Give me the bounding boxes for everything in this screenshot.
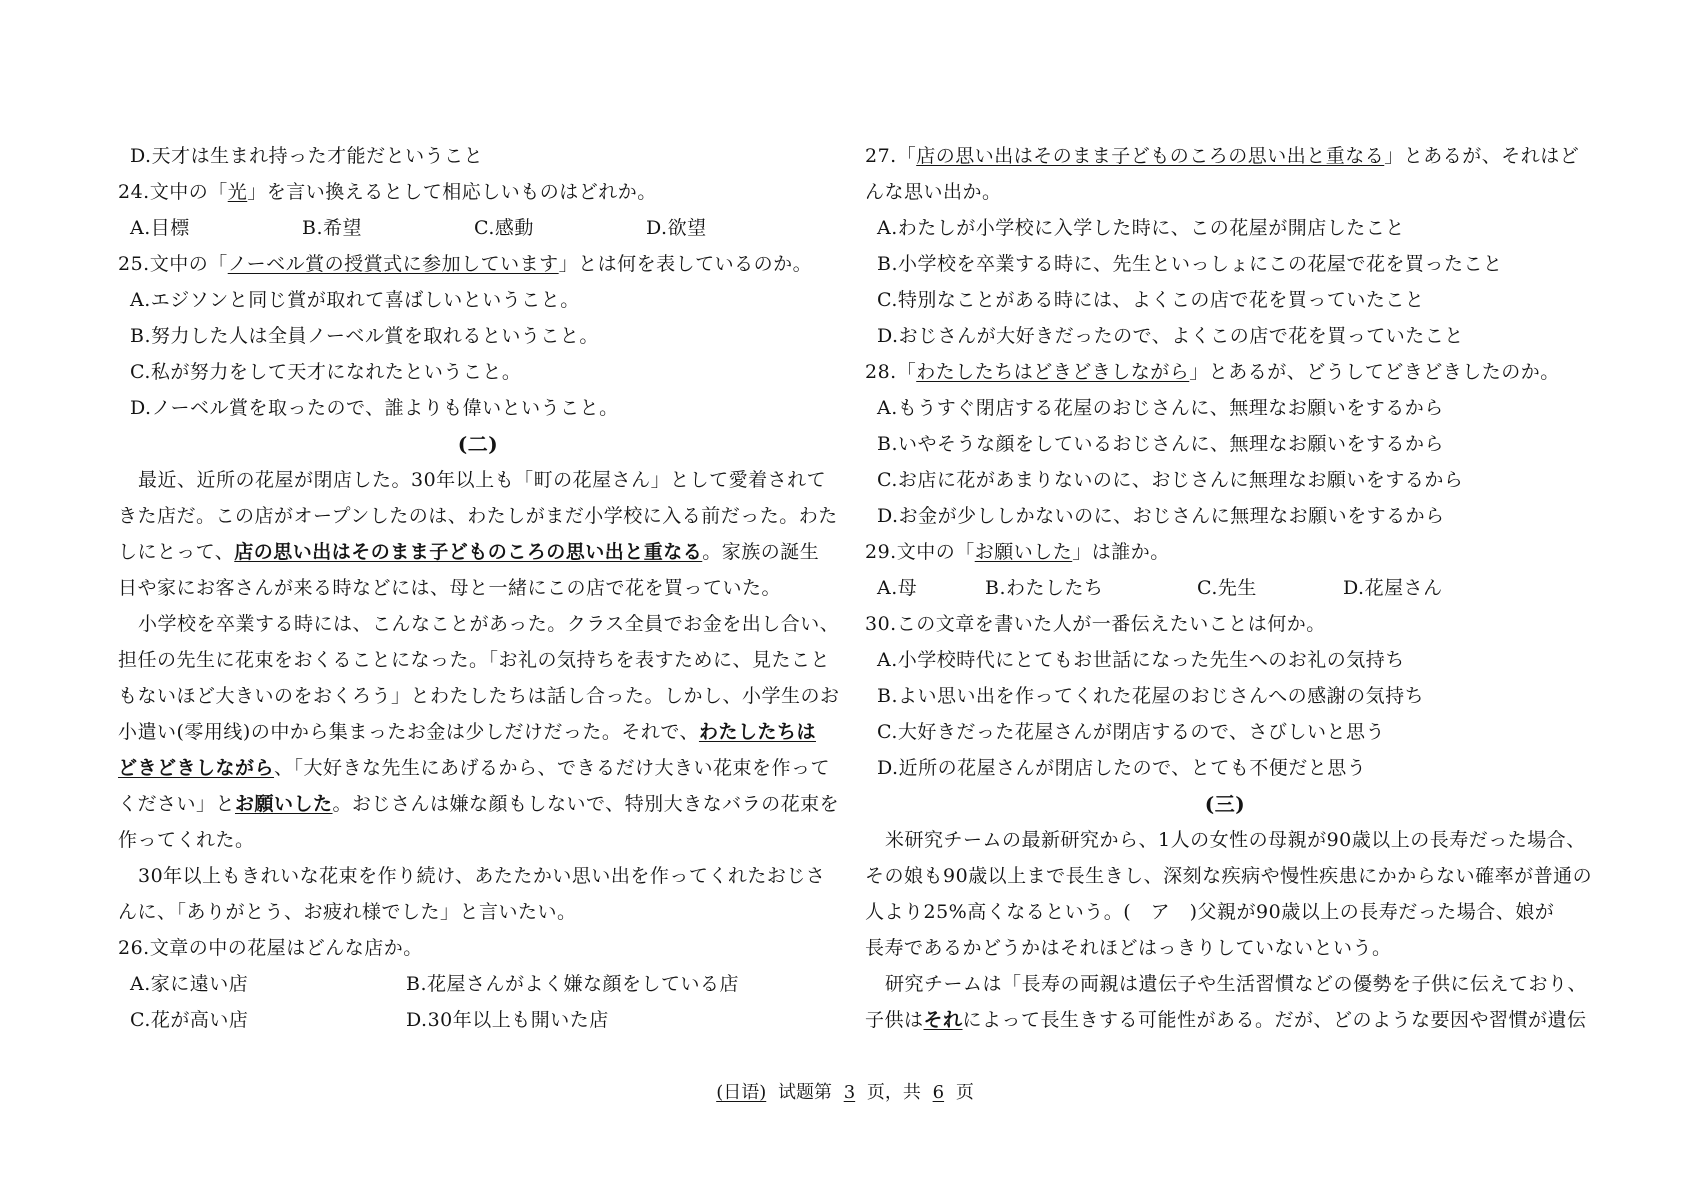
q27-option-b: B.小学校を卒業する時に、先生といっしょにこの花屋で花を買ったこと (877, 253, 1503, 275)
footer-label-2: 页，共 (866, 1082, 921, 1103)
passage2-line: 30年以上もきれいな花束を作り続け、あたたかい思い出を作ってくれたおじさ (138, 865, 826, 887)
q27-option-d: D.おじさんが大好きだったので、よくこの店で花を買っていたこと (877, 325, 1464, 347)
q27-option-a: A.わたしが小学校に入学した時に、この花屋が開店したこと (877, 217, 1405, 239)
passage2-line: きた店だ。この店がオープンしたのは、わたしがまだ小学校に入る前だった。わた (118, 505, 838, 527)
q24-options (118, 210, 838, 246)
q28-option-d: D.お金が少ししかないのに、おじさんに無理なお願いをするから (877, 505, 1445, 527)
passage3-line: 長寿であるかどうかはそれほどはっきりしていないという。 (865, 937, 1392, 959)
question-26: 26.文章の中の花屋はどんな店か。 (118, 937, 423, 959)
q30-option-c: C.大好きだった花屋さんが閉店するので、さびしいと思う (877, 721, 1386, 743)
q29-option-b: B.わたしたち (985, 577, 1104, 599)
passage2-line: んに、「ありがとう、お疲れ様でした」と言いたい。 (118, 901, 577, 923)
q29-option-d: D.花屋さん (1343, 577, 1443, 599)
passage2-line: 作ってくれた。 (118, 829, 255, 851)
q25-option-d: D.ノーベル賞を取ったので、誰よりも偉いということ。 (130, 397, 619, 419)
q25-option-b: B.努力した人は全員ノーベル賞を取れるということ。 (130, 325, 599, 347)
footer-label-3: 页 (955, 1082, 974, 1103)
q28-option-b: B.いやそうな顔をしているおじさんに、無理なお願いをするから (877, 433, 1445, 455)
q26-option-c: C.花が高い店 (130, 1009, 249, 1031)
right-column (865, 138, 1593, 1038)
marked-word-sore: それ (923, 1009, 963, 1031)
passage3-line: 人より25%高くなるという。( ア )父親が90歳以上の長寿だった場合、娘が (865, 901, 1555, 923)
q24-option-a: A.目標 (130, 217, 190, 239)
q29-option-c: C.先生 (1197, 577, 1257, 599)
footer-total-pages: 6 (932, 1082, 945, 1103)
passage3-line: 米研究チームの最新研究から、1人の女性の母親が90歳以上の長寿だった場合、 (885, 829, 1586, 851)
question-29: 29.文中の「お願いした」は誰か。 (865, 541, 1170, 563)
passage2-line: どきどきしながら、「大好きな先生にあげるから、できるだけ大きい花束を作って (118, 757, 831, 779)
q27-option-c: C.特別なことがある時には、よくこの店で花を買っていたこと (877, 289, 1425, 311)
q28-marked-phrase: わたしたちはどきどきしながら (916, 361, 1190, 383)
marked-phrase-28a: わたしたちは (698, 721, 816, 743)
passage2-line: 日や家にお客さんが来る時などには、母と一緒にこの店で花を買っていた。 (118, 577, 782, 599)
marked-phrase-27: 店の思い出はそのまま子どものころの思い出と重なる (234, 541, 703, 563)
question-24: 24.文中の「光」を言い換えるとして相応しいものはどれか。 (118, 181, 657, 203)
passage3-line: 子供はそれによって長生きする可能性がある。だが、どのような要因や習慣が遺伝 (865, 1009, 1587, 1031)
q24-option-b: B.希望 (302, 217, 363, 239)
passage2-line: ください」とお願いした。おじさんは嫌な顔もしないで、特別大きなバラの花束を (118, 793, 840, 815)
q24-option-c: C.感動 (474, 217, 534, 239)
question-25: 25.文中の「ノーベル賞の授賞式に参加しています」とは何を表しているのか。 (118, 253, 813, 275)
q25-option-a: A.エジソンと同じ賞が取れて喜ばしいということ。 (130, 289, 580, 311)
section-2-heading: (二) (457, 432, 499, 456)
q26-options-row1 (118, 966, 838, 1002)
passage2-line: 小遣い(零用线)の中から集まったお金は少しだけだった。それで、わたしたちは (118, 721, 816, 743)
q28-option-c: C.お店に花があまりないのに、おじさんに無理なお願いをするから (877, 469, 1464, 491)
q26-options-row2 (118, 1002, 838, 1038)
question-27-cont: んな思い出か。 (865, 181, 1002, 203)
question-28: 28.「わたしたちはどきどきしながら」とあるが、どうしてどきどきしたのか。 (865, 361, 1560, 383)
q30-option-a: A.小学校時代にとてもお世話になった先生へのお礼の気持ち (877, 649, 1405, 671)
passage3-line: その娘も90歳以上まで長生きし、深刻な疾病や慢性疾患にかからない確率が普通の (865, 865, 1593, 887)
footer-subject: (日语) (716, 1082, 767, 1103)
question-27: 27.「店の思い出はそのまま子どものころの思い出と重なる」とあるが、それはど (865, 145, 1580, 167)
q24-option-d: D.欲望 (646, 217, 707, 239)
passage2-line: 最近、近所の花屋が閉店した。30年以上も「町の花屋さん」として愛着されて (138, 469, 827, 491)
passage3-line: 研究チームは「長寿の両親は遺伝子や生活習慣などの優勢を子供に伝えており、 (885, 973, 1588, 995)
q26-option-d: D.30年以上も開いた店 (406, 1009, 609, 1031)
q29-option-a: A.母 (877, 577, 918, 599)
question-30: 30.この文章を書いた人が一番伝えたいことは何か。 (865, 613, 1326, 635)
q26-option-b: B.花屋さんがよく嫌な顔をしている店 (406, 973, 740, 995)
footer-page-number: 3 (843, 1082, 856, 1103)
left-column (118, 138, 838, 1038)
passage2-line: 担任の先生に花束をおくることになった。「お礼の気持ちを表すために、見たこと (118, 649, 831, 671)
q29-marked-word: お願いした (974, 541, 1073, 563)
q30-option-b: B.よい思い出を作ってくれた花屋のおじさんへの感謝の気持ち (877, 685, 1425, 707)
q25-marked-phrase: ノーベル賞の授賞式に参加しています (227, 253, 559, 275)
passage2-line: もないほど大きいのをおくろう」とわたしたちは話し合った。しかし、小学生のお (118, 685, 840, 707)
marked-phrase-28b: どきどきしながら (118, 757, 275, 779)
page-footer (0, 1078, 1684, 1104)
q29-options (865, 570, 1585, 606)
passage2-line: 小学校を卒業する時には、こんなことがあった。クラス全員でお金を出し合い、 (138, 613, 840, 635)
q26-option-a: A.家に遠い店 (130, 973, 249, 995)
q23-option-d: D.天才は生まれ持った才能だということ (130, 145, 484, 167)
q28-option-a: A.もうすぐ閉店する花屋のおじさんに、無理なお願いをするから (877, 397, 1444, 419)
q25-option-c: C.私が努力をして天才になれたということ。 (130, 361, 522, 383)
marked-phrase-29: お願いした (235, 793, 333, 815)
q27-marked-phrase: 店の思い出はそのまま子どものころの思い出と重なる (916, 145, 1385, 167)
q24-marked-word: 光 (227, 181, 248, 203)
footer-label-1: 试题第 (777, 1082, 832, 1103)
q30-option-d: D.近所の花屋さんが閉店したので、とても不便だと思う (877, 757, 1367, 779)
section-3-heading: (三) (1204, 792, 1246, 816)
passage2-line: しにとって、店の思い出はそのまま子どものころの思い出と重なる。家族の誕生 (118, 541, 820, 563)
